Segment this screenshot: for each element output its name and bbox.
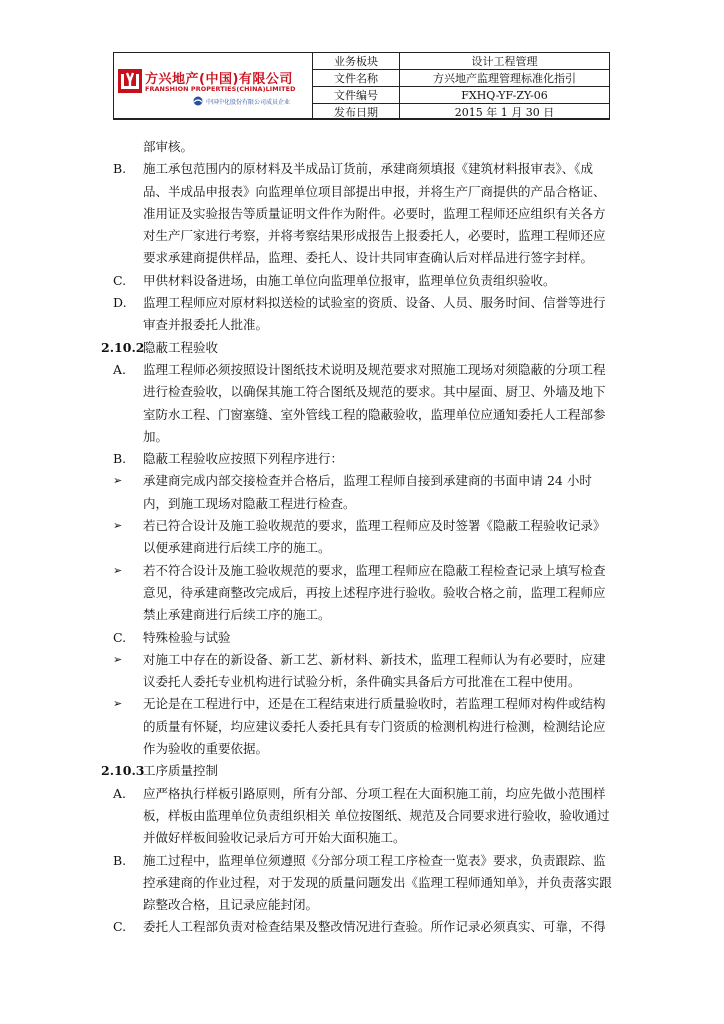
section-number: 2.10.3 [101, 763, 145, 779]
list-item [113, 270, 613, 292]
paragraph-text: 无论是在工程进行中，还是在工程结束进行质量验收时，若监理工程师对构件或结构的质量有怀疑，均应建议委托人委托具有专门资质的检测机构进行检测，检测结论应作为验收的重要依据。 [143, 696, 606, 757]
meta-value: 设计工程管理 [471, 55, 538, 68]
bullet-item [113, 470, 613, 515]
list-marker: B. [113, 451, 127, 467]
list-marker: B. [113, 161, 127, 177]
list-item [113, 627, 613, 649]
document-meta-table [313, 53, 609, 118]
bullet-item [113, 693, 613, 760]
meta-value: FXHQ-YF-ZY-06 [461, 88, 548, 102]
paragraph-text: 特殊检验与试验 [143, 629, 231, 645]
meta-label: 文件名称 [313, 70, 400, 86]
paragraph-text: 监理工程师必须按照设计图纸技术说明及规范要求对照施工现场对须隐蔽的分项工程进行检查验收，以确保其施工符合图纸及规范的要求。其中屋面、厨卫、外墙及地下室防水工程、门窗塞缝、室外管线工程的隐蔽验收，监理单位应通知委托人工程部参加。 [143, 361, 606, 444]
sinochem-logo-icon [193, 96, 203, 106]
section-number: 2.10.2 [101, 339, 145, 355]
company-name-en: FRANSHION PROPERTIES(CHINA)LIMITED [145, 85, 296, 93]
section-title: 隐蔽工程验收 [143, 339, 219, 355]
bullet-item [113, 649, 613, 694]
list-marker: C. [113, 272, 127, 288]
paragraph-text: 甲供材料设备进场，由施工单位向监理单位报审，监理单位负责组织验收。 [143, 272, 556, 288]
arrow-bullet-icon: ➢ [113, 697, 123, 711]
arrow-bullet-icon: ➢ [113, 563, 123, 577]
list-item [113, 850, 613, 917]
section-title: 工序质量控制 [143, 763, 219, 779]
list-marker: A. [113, 785, 127, 801]
list-item [113, 916, 613, 938]
meta-label: 发布日期 [313, 104, 400, 120]
company-name-cn: 方兴地产(中国)有限公司 [145, 72, 293, 87]
meta-value: 方兴地产监理管理标准化指引 [433, 72, 576, 85]
meta-row-document-number [313, 87, 609, 104]
paragraph-text: 施工承包范围内的原材料及半成品订货前，承建商须填报《建筑材料报审表》、《成品、半成品申报表》向监理单位项目部提出申报，并将生产厂商提供的产品合格证、准用证及实验报告等质量证明文件作为附件。必要时，监理工程师还应组织有关各方对生产厂家进行考察，并将考察结果形成报告上报委托人，必要时，监理工程师还应要求承建商提供样品，监理、委托人、设计共同审查确认后对样品进行签字封样。 [143, 161, 606, 266]
paragraph-text: 若不符合设计及施工验收规范的要求，监理工程师应在隐蔽工程检查记录上填写检查意见，待承建商整改完成后，再按上述程序进行验收。验收合格之前，监理工程师应禁止承建商进行后续工序的施工。 [143, 562, 606, 623]
paragraph-text: 施工过程中，监理单位须遵照《分部分项工程工序检查一览表》要求，负责跟踪、监控承建商的作业过程，对于发现的质量问题发出《监理工程师通知单》，并负责落实跟踪整改合格，且记录应能封闭。 [143, 852, 612, 913]
list-item [113, 359, 613, 448]
document-body [101, 136, 613, 939]
paragraph-text: 委托人工程部负责对检查结果及整改情况进行查验。所作记录必须真实、可靠，不得 [143, 919, 606, 935]
arrow-bullet-icon: ➢ [113, 474, 123, 488]
section-heading-2-10-3 [101, 760, 613, 782]
paragraph-text: 应严格执行样板引路原则，所有分部、分项工程在大面积施工前，均应先做小范围样板，样板由监理单位负责组织相关 单位按图纸、规范及合同要求进行验收，验收通过并做好样板间验收记录后方可开始大面积施工。 [143, 785, 610, 846]
paragraph-text: 承建商完成内部交接检查并合格后，监理工程师自接到承建商的书面申请 24 小时内，到施工现场对隐蔽工程进行检查。 [143, 473, 592, 511]
meta-label: 文件编号 [313, 87, 400, 103]
arrow-bullet-icon: ➢ [113, 519, 123, 533]
list-marker: C. [113, 919, 127, 935]
continuation-line [113, 136, 613, 158]
document-header [113, 52, 610, 120]
list-item [113, 158, 613, 269]
meta-value: 2015 年 1 月 30 日 [454, 106, 555, 119]
list-item [113, 783, 613, 850]
franshion-logo-icon [118, 69, 142, 93]
meta-row-release-date [313, 104, 609, 120]
paragraph-text: 监理工程师应对原材料拟送检的试验室的资质、设备、人员、服务时间、信誉等进行审查并报委托人批准。 [143, 295, 606, 333]
paragraph-text: 部审核。 [143, 139, 194, 154]
list-marker: D. [113, 295, 127, 311]
meta-label: 业务板块 [313, 53, 400, 69]
bullet-item [113, 515, 613, 560]
meta-row-business-unit [313, 53, 609, 70]
meta-row-document-name [313, 70, 609, 87]
list-marker: A. [113, 361, 127, 377]
list-marker: B. [113, 852, 127, 868]
paragraph-text: 对施工中存在的新设备、新工艺、新材料、新技术，监理工程师认为有必要时，应建议委托人委托专业机构进行试验分析，条件确实具备后方可批准在工程中使用。 [143, 651, 606, 690]
list-item [113, 292, 613, 337]
section-heading-2-10-2 [101, 337, 613, 359]
parent-company-name: 中国中化股份有限公司成员企业 [206, 99, 291, 106]
arrow-bullet-icon: ➢ [113, 652, 123, 666]
paragraph-text: 若已符合设计及施工验收规范的要求，监理工程师应及时签署《隐蔽工程验收记录》以便承建商进行后续工序的施工。 [143, 518, 606, 556]
list-marker: C. [113, 629, 127, 645]
paragraph-text: 隐蔽工程验收应按照下列程序进行： [143, 451, 344, 467]
company-logo [114, 53, 313, 118]
list-item [113, 448, 613, 470]
bullet-item [113, 560, 613, 627]
